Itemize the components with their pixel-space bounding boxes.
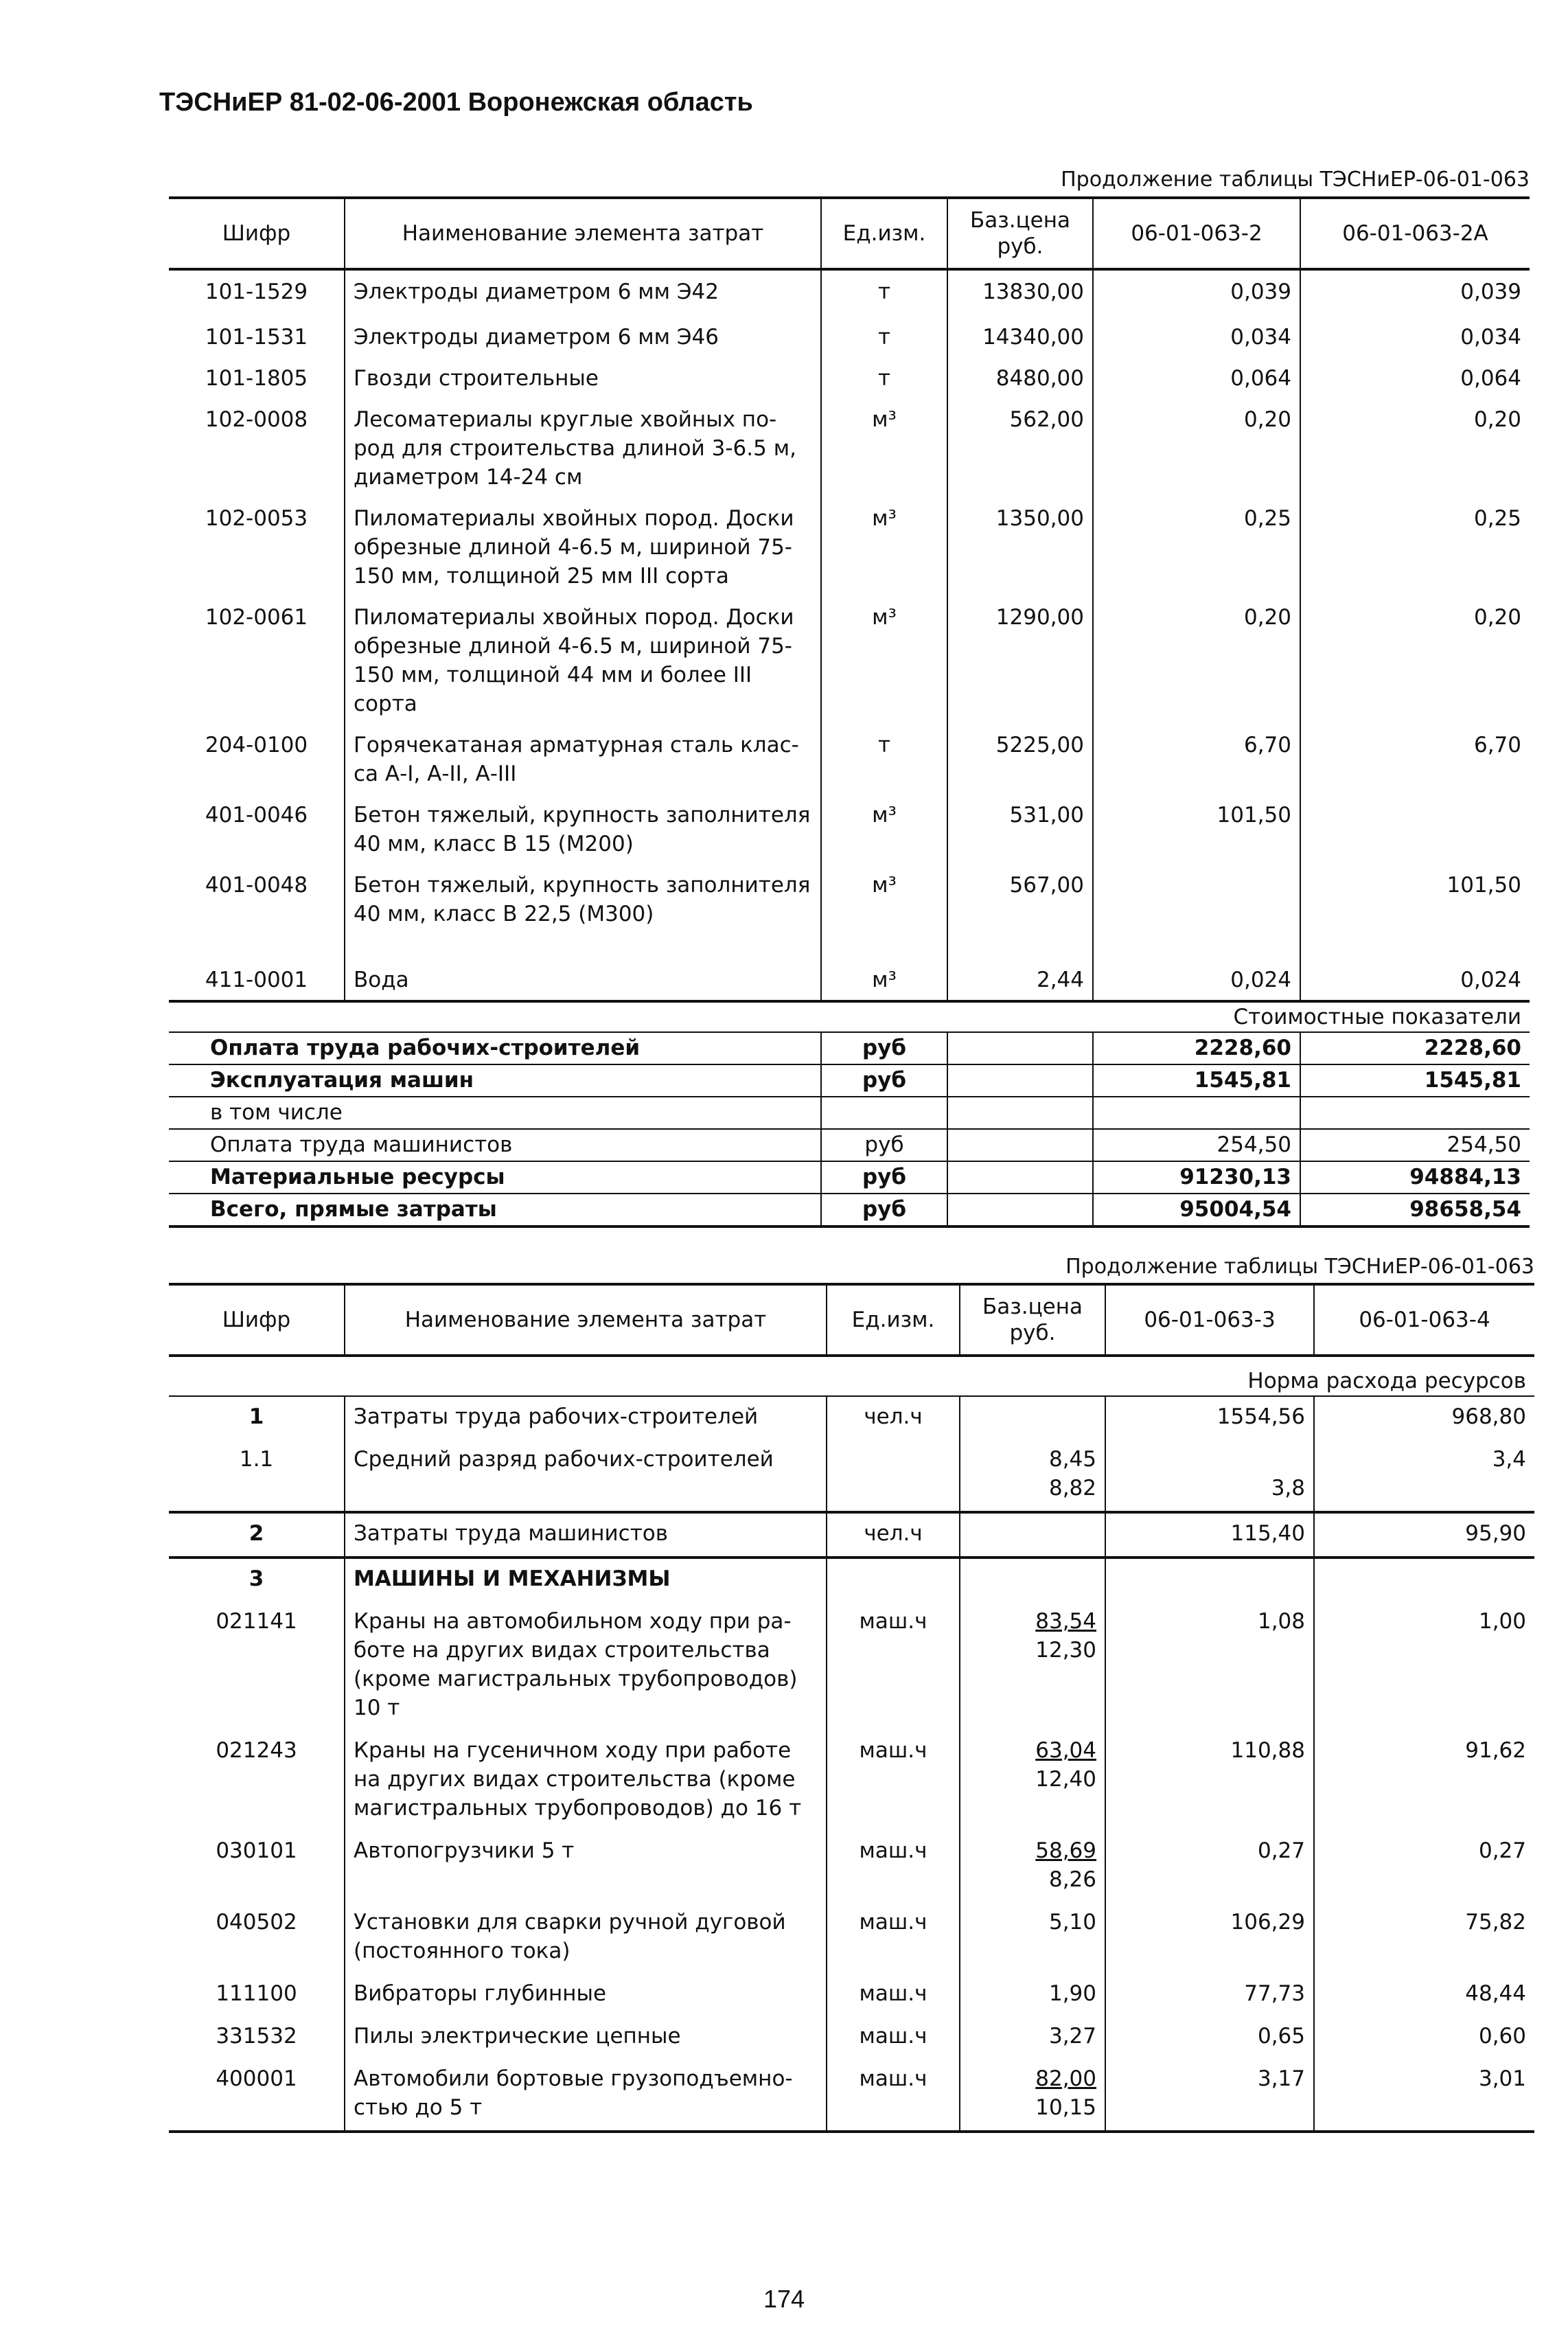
norm-value-2: 1,00 <box>1314 1601 1534 1731</box>
resource-code: 102-0061 <box>205 605 308 630</box>
resource-name: Краны на автомобильном ходу при ра-боте на других видах строительства (кроме магистральных трубопроводов) 10 т <box>345 1601 827 1731</box>
table2-caption: Продолжение таблицы ТЭСНиЕР-06-01-063 <box>1065 1255 1534 1279</box>
table2-header-row <box>169 1284 1534 1356</box>
norm-value-2: 3,01 <box>1314 2059 1534 2132</box>
base-price <box>960 1512 1105 1558</box>
table-row <box>169 596 1530 724</box>
norm-value-1: 1,08 <box>1105 1601 1314 1731</box>
col-unit-header: Ед.изм. <box>821 198 947 269</box>
section-row <box>169 1356 1534 1396</box>
table-row <box>169 1974 1534 2016</box>
resource-name: Пилы электрические цепные <box>345 2016 827 2059</box>
wage-price-value: 12,30 <box>1035 1638 1096 1663</box>
norm-value-1: 0,27 <box>1105 1831 1314 1902</box>
col-code-header: Шифр <box>169 1284 345 1356</box>
resource-name: Автомобили бортовые грузоподъемно-стью до 5 т <box>345 2059 827 2132</box>
resource-name: Электроды диаметром 6 мм Э42 <box>345 269 821 316</box>
table-row <box>169 1902 1534 1974</box>
norm-value-2 <box>1300 794 1530 864</box>
base-price-value: 5,10 <box>1048 1910 1096 1935</box>
base-price: 14340,00 <box>947 316 1093 357</box>
resource-unit: м³ <box>821 398 947 497</box>
wage-price-value: 10,15 <box>1035 2095 1096 2120</box>
cost-value-2: 94884,13 <box>1300 1161 1530 1194</box>
cost-value-2: 1545,81 <box>1300 1064 1530 1097</box>
norm-value-1: 0,039 <box>1093 269 1300 316</box>
norm-value-1: 0,20 <box>1093 596 1300 724</box>
resource-code: 400001 <box>216 2066 297 2091</box>
table-row <box>169 959 1530 1001</box>
resource-name: Электроды диаметром 6 мм Э46 <box>345 316 821 357</box>
resource-name: Бетон тяжелый, крупность заполнителя 40 мм, класс В 22,5 (М300) <box>345 864 821 959</box>
base-price-value: 1,90 <box>1048 1981 1096 2006</box>
resource-name: Автопогрузчики 5 т <box>345 1831 827 1902</box>
resource-unit: маш.ч <box>827 1902 960 1974</box>
resource-unit <box>827 1439 960 1512</box>
resource-unit: маш.ч <box>827 2016 960 2059</box>
table2 <box>169 1283 1534 2133</box>
resource-unit: маш.ч <box>827 2059 960 2132</box>
col-price-header: Баз.цена руб. <box>960 1284 1105 1356</box>
table-row <box>169 2016 1534 2059</box>
base-price: 8480,00 <box>947 357 1093 398</box>
cost-row <box>169 1064 1530 1097</box>
cost-unit: руб <box>821 1064 947 1097</box>
cost-name: Эксплуатация машин <box>169 1064 821 1097</box>
resource-name: Установки для сварки ручной дуговой (постоянного тока) <box>345 1902 827 1974</box>
table-row <box>169 1396 1534 1439</box>
page-number: 174 <box>763 2285 805 2313</box>
base-price: 531,00 <box>947 794 1093 864</box>
cost-price <box>947 1064 1093 1097</box>
resource-name: Лесоматериалы круглые хвойных по-род для строительства длиной 3-6.5 м, диаметром 14-24 см <box>345 398 821 497</box>
table-row <box>169 864 1530 959</box>
norm-value-1: 106,29 <box>1105 1902 1314 1974</box>
cost-name: Оплата труда рабочих-строителей <box>169 1032 821 1064</box>
cost-unit: руб <box>821 1032 947 1064</box>
wage-price-value: 8,82 <box>1048 1476 1096 1501</box>
resource-name: Бетон тяжелый, крупность заполнителя 40 мм, класс В 15 (М200) <box>345 794 821 864</box>
col-price-header: Баз.цена руб. <box>947 198 1093 269</box>
norm-value-2 <box>1314 1558 1534 1601</box>
norm-value-2: 0,024 <box>1300 959 1530 1001</box>
base-price-value: 8,45 <box>1048 1447 1096 1472</box>
table-row <box>169 316 1530 357</box>
norm-value-2: 0,25 <box>1300 497 1530 596</box>
norm-value-2: 3,4 <box>1314 1439 1534 1512</box>
norm-value-2: 95,90 <box>1314 1512 1534 1558</box>
cost-value-1: 95004,54 <box>1093 1194 1300 1227</box>
resource-name: Краны на гусеничном ходу при работе на других видах строительства (кроме магистральных трубопроводов) до 16 т <box>345 1731 827 1831</box>
norm-value-1: 3,8 <box>1105 1439 1314 1512</box>
section-row <box>169 1001 1530 1032</box>
table-row <box>169 1512 1534 1558</box>
table1-caption: Продолжение таблицы ТЭСНиЕР-06-01-063 <box>1061 168 1530 192</box>
base-price-value: 83,54 <box>1035 1609 1096 1634</box>
table-row <box>169 357 1530 398</box>
resource-unit: м³ <box>821 596 947 724</box>
norm-value-2: 75,82 <box>1314 1902 1534 1974</box>
cost-price <box>947 1032 1093 1064</box>
norm-value-1: 1554,56 <box>1105 1396 1314 1439</box>
cost-value-1: 2228,60 <box>1093 1032 1300 1064</box>
base-price <box>960 2059 1105 2132</box>
resource-code: 2 <box>169 1512 345 1558</box>
norm-value-2: 0,60 <box>1314 2016 1534 2059</box>
resource-code: 331532 <box>216 2024 297 2049</box>
norm-value-2: 101,50 <box>1300 864 1530 959</box>
norm-value-2: 6,70 <box>1300 724 1530 794</box>
norm-value-1: 6,70 <box>1093 724 1300 794</box>
norm-value-2: 0,034 <box>1300 316 1530 357</box>
norm-value-2: 0,20 <box>1300 596 1530 724</box>
norm-value-1: 101,50 <box>1093 794 1300 864</box>
table-row <box>169 497 1530 596</box>
cost-row <box>169 1097 1530 1129</box>
cost-value-1: 254,50 <box>1093 1129 1300 1161</box>
norm-value-2: 91,62 <box>1314 1731 1534 1831</box>
norm-value-1: 0,20 <box>1093 398 1300 497</box>
resource-code: 204-0100 <box>205 733 308 757</box>
norm-value-1: 0,064 <box>1093 357 1300 398</box>
norm-value-2: 0,064 <box>1300 357 1530 398</box>
base-price: 1350,00 <box>947 497 1093 596</box>
norm-value-1: 115,40 <box>1105 1512 1314 1558</box>
resource-unit: т <box>821 269 947 316</box>
col-unit-header: Ед.изм. <box>827 1284 960 1356</box>
resource-name: Вибраторы глубинные <box>345 1974 827 2016</box>
norm-value-2: 0,039 <box>1300 269 1530 316</box>
resource-code: 401-0048 <box>205 873 308 898</box>
base-price <box>960 1731 1105 1831</box>
base-price-value: 82,00 <box>1035 2066 1096 2091</box>
norm-value-1: 0,024 <box>1093 959 1300 1001</box>
cost-unit: руб <box>821 1161 947 1194</box>
section-title: Стоимостные показатели <box>169 1001 1530 1032</box>
base-price: 1290,00 <box>947 596 1093 724</box>
cost-value-1 <box>1093 1097 1300 1129</box>
base-price <box>960 1396 1105 1439</box>
resource-name: Затраты труда рабочих-строителей <box>345 1396 827 1439</box>
table1-header-row <box>169 198 1530 269</box>
cost-name: в том числе <box>169 1097 821 1129</box>
cost-value-2: 254,50 <box>1300 1129 1530 1161</box>
cost-value-2: 98658,54 <box>1300 1194 1530 1227</box>
base-price <box>960 1974 1105 2016</box>
resource-unit: чел.ч <box>827 1396 960 1439</box>
base-price <box>960 1831 1105 1902</box>
cost-name: Всего, прямые затраты <box>169 1194 821 1227</box>
resource-code: 102-0008 <box>205 407 308 432</box>
cost-row <box>169 1032 1530 1064</box>
table-row <box>169 724 1530 794</box>
base-price: 5225,00 <box>947 724 1093 794</box>
section-title: Норма расхода ресурсов <box>169 1356 1534 1396</box>
base-price: 2,44 <box>947 959 1093 1001</box>
resource-unit: маш.ч <box>827 1974 960 2016</box>
col-v2-header: 06-01-063-4 <box>1314 1284 1534 1356</box>
cost-row <box>169 1194 1530 1227</box>
cost-price <box>947 1097 1093 1129</box>
norm-value-2: 968,80 <box>1314 1396 1534 1439</box>
resource-unit: чел.ч <box>827 1512 960 1558</box>
table-row <box>169 1439 1534 1512</box>
base-price-value: 63,04 <box>1035 1738 1096 1763</box>
resource-unit: маш.ч <box>827 1601 960 1731</box>
col-v1-header: 06-01-063-3 <box>1105 1284 1314 1356</box>
wage-price-value: 8,26 <box>1048 1867 1096 1892</box>
base-price: 13830,00 <box>947 269 1093 316</box>
resource-code: 1.1 <box>239 1447 274 1472</box>
norm-value-1: 3,17 <box>1105 2059 1314 2132</box>
resource-code: 1 <box>249 1404 264 1429</box>
base-price-value: 3,27 <box>1048 2024 1096 2049</box>
cost-price <box>947 1129 1093 1161</box>
table-row <box>169 269 1530 316</box>
base-price <box>960 1902 1105 1974</box>
wage-price-value: 12,40 <box>1035 1767 1096 1792</box>
resource-unit: маш.ч <box>827 1731 960 1831</box>
document-title: ТЭСНиЕР 81-02-06-2001 Воронежская область <box>159 88 753 117</box>
col-name-header: Наименование элемента затрат <box>345 198 821 269</box>
base-price <box>960 2016 1105 2059</box>
table-row <box>169 1558 1534 1601</box>
cost-value-1: 1545,81 <box>1093 1064 1300 1097</box>
base-price-value: 58,69 <box>1035 1838 1096 1863</box>
resource-unit <box>827 1558 960 1601</box>
resource-name: МАШИНЫ И МЕХАНИЗМЫ <box>345 1558 827 1601</box>
table-row <box>169 2059 1534 2132</box>
resource-code: 111100 <box>216 1981 297 2006</box>
resource-code: 102-0053 <box>205 506 308 531</box>
resource-unit: т <box>821 316 947 357</box>
resource-unit: т <box>821 724 947 794</box>
resource-code: 101-1531 <box>205 325 308 350</box>
cost-name: Материальные ресурсы <box>169 1161 821 1194</box>
base-price: 567,00 <box>947 864 1093 959</box>
resource-name: Средний разряд рабочих-строителей <box>345 1439 827 1512</box>
table-row <box>169 1731 1534 1831</box>
resource-code: 021141 <box>216 1609 297 1634</box>
resource-name: Вода <box>345 959 821 1001</box>
col-v1-header: 06-01-063-2 <box>1093 198 1300 269</box>
resource-code: 401-0046 <box>205 803 308 828</box>
cost-value-2 <box>1300 1097 1530 1129</box>
resource-name: Пиломатериалы хвойных пород. Доски обрезные длиной 4-6.5 м, шириной 75-150 мм, толщиной 25 мм III сорта <box>345 497 821 596</box>
resource-code: 101-1529 <box>205 280 308 304</box>
norm-value-1: 0,034 <box>1093 316 1300 357</box>
resource-unit: м³ <box>821 497 947 596</box>
cost-price <box>947 1161 1093 1194</box>
cost-price <box>947 1194 1093 1227</box>
norm-value-1 <box>1105 1558 1314 1601</box>
resource-unit: маш.ч <box>827 1831 960 1902</box>
table1 <box>169 196 1530 1228</box>
table-row <box>169 1831 1534 1902</box>
norm-value-1: 110,88 <box>1105 1731 1314 1831</box>
resource-name: Пиломатериалы хвойных пород. Доски обрезные длиной 4-6.5 м, шириной 75-150 мм, толщиной 44 мм и более III сорта <box>345 596 821 724</box>
resource-code: 021243 <box>216 1738 297 1763</box>
resource-code: 101-1805 <box>205 366 308 391</box>
cost-name: Оплата труда машинистов <box>169 1129 821 1161</box>
norm-value-1: 0,65 <box>1105 2016 1314 2059</box>
table-row <box>169 794 1530 864</box>
cost-value-1: 91230,13 <box>1093 1161 1300 1194</box>
norm-value-1: 77,73 <box>1105 1974 1314 2016</box>
resource-name: Затраты труда машинистов <box>345 1512 827 1558</box>
resource-unit: м³ <box>821 794 947 864</box>
col-code-header: Шифр <box>169 198 345 269</box>
resource-code: 040502 <box>216 1910 297 1935</box>
base-price <box>960 1601 1105 1731</box>
norm-value-1 <box>1093 864 1300 959</box>
norm-value-2: 0,27 <box>1314 1831 1534 1902</box>
resource-unit: т <box>821 357 947 398</box>
cost-value-2: 2228,60 <box>1300 1032 1530 1064</box>
table-row <box>169 1601 1534 1731</box>
table-row <box>169 398 1530 497</box>
norm-value-1: 0,25 <box>1093 497 1300 596</box>
col-v2-header: 06-01-063-2А <box>1300 198 1530 269</box>
base-price: 562,00 <box>947 398 1093 497</box>
norm-value-2: 0,20 <box>1300 398 1530 497</box>
resource-code: 411-0001 <box>205 968 308 992</box>
base-price <box>960 1558 1105 1601</box>
resource-name: Горячекатаная арматурная сталь клас-са А-I, А-II, А-III <box>345 724 821 794</box>
resource-code: 3 <box>169 1558 345 1601</box>
norm-value-2: 48,44 <box>1314 1974 1534 2016</box>
cost-unit <box>821 1097 947 1129</box>
cost-unit: руб <box>821 1194 947 1227</box>
resource-code: 030101 <box>216 1838 297 1863</box>
cost-row <box>169 1161 1530 1194</box>
col-name-header: Наименование элемента затрат <box>345 1284 827 1356</box>
resource-name: Гвозди строительные <box>345 357 821 398</box>
resource-unit: м³ <box>821 864 947 959</box>
cost-unit: руб <box>821 1129 947 1161</box>
resource-unit: м³ <box>821 959 947 1001</box>
base-price <box>960 1439 1105 1512</box>
cost-row <box>169 1129 1530 1161</box>
